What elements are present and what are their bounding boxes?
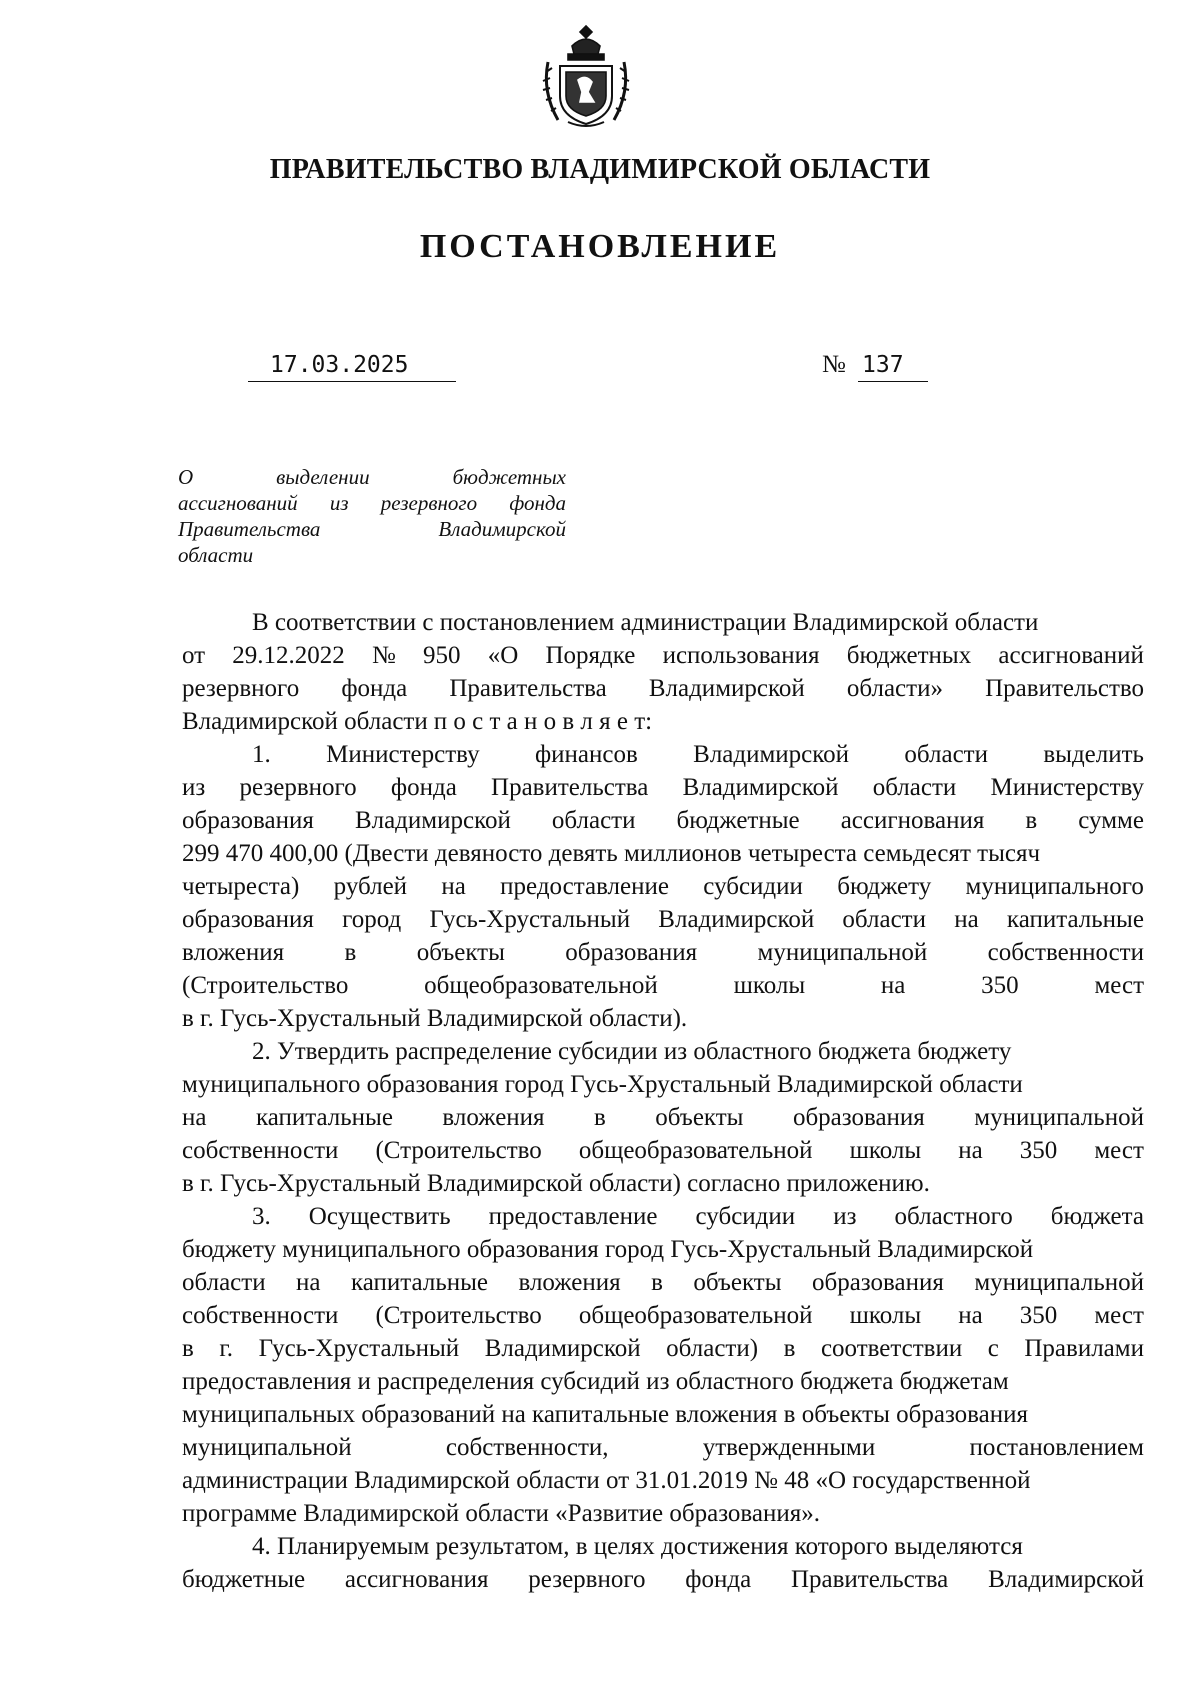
body-text: бюджетных <box>846 642 972 669</box>
body-text: вложения <box>182 939 285 966</box>
body-text: области) <box>666 1335 759 1362</box>
body-text: фонда <box>341 675 408 702</box>
body-text: мест <box>1094 1137 1144 1164</box>
body-text: бюджета <box>1050 1203 1144 1230</box>
subject-word: О <box>178 465 194 489</box>
document-number: 137 <box>858 352 928 382</box>
body-text: Владимирской <box>658 906 815 933</box>
body-line <box>182 1167 1144 1200</box>
body-text: Министерству <box>326 741 480 768</box>
body-text: 350 <box>1019 1137 1058 1164</box>
body-line <box>182 1464 1144 1497</box>
body-text: с <box>987 1335 999 1362</box>
body-text: В соответствии с постановлением администрации Владимирской области <box>252 609 1039 636</box>
body-text: Гусь-Хрустальный <box>429 906 631 933</box>
subject-line <box>178 516 566 542</box>
body-text: на <box>182 1104 207 1131</box>
body-line <box>182 1299 1144 1332</box>
body-text: муниципальной <box>974 1104 1144 1131</box>
body-text: «О <box>487 642 519 669</box>
body-text: муниципальной <box>974 1269 1144 1296</box>
body-line <box>182 837 1144 870</box>
body-line <box>182 1332 1144 1365</box>
body-text: четыреста) <box>182 873 300 900</box>
body-text: Гусь-Хрустальный <box>258 1335 460 1362</box>
body-text: образования <box>811 1269 944 1296</box>
body-text: 29.12.2022 <box>232 642 345 669</box>
body-text: общеобразовательной <box>578 1137 813 1164</box>
body-text: областного <box>894 1203 1013 1230</box>
body-text: муниципального <box>965 873 1144 900</box>
body-text: Владимирской <box>988 1566 1144 1593</box>
body-line <box>182 870 1144 903</box>
body-text: Правительства <box>449 675 607 702</box>
body-text: администрации Владимирской области от 31.01.2019 № 48 «О государственной <box>182 1467 1031 1494</box>
body-text: 350 <box>1019 1302 1058 1329</box>
body-line <box>182 936 1144 969</box>
body-text: школы <box>849 1302 922 1329</box>
body-text: 950 <box>423 642 461 669</box>
body-text: (Строительство <box>182 972 349 999</box>
number-sign: № <box>822 351 846 378</box>
body-text: утвержденными <box>702 1434 876 1461</box>
body-text: Порядке <box>545 642 636 669</box>
body-text: области» <box>846 675 943 702</box>
body-text: 4. Планируемым результатом, в целях достижения которого выделяются <box>252 1533 1023 1560</box>
body-text: г. <box>219 1335 234 1362</box>
body-text: субсидии <box>695 1203 796 1230</box>
body-line <box>182 1134 1144 1167</box>
body-text: бюджету муниципального образования город Гусь-Хрустальный Владимирской <box>182 1236 1034 1263</box>
body-line <box>182 1233 1144 1266</box>
body-text: области <box>182 1269 266 1296</box>
body-text: резервного <box>528 1566 646 1593</box>
body-text: в г. Гусь-Хрустальный Владимирской области) согласно приложению. <box>182 1170 930 1197</box>
body-text: п о с т а н о в л я е т: <box>433 708 653 735</box>
body-text: собственности <box>987 939 1144 966</box>
body-line <box>182 1398 1144 1431</box>
body-text: выделить <box>1043 741 1144 768</box>
subject-word: выделении <box>276 465 370 489</box>
body-text: 3. <box>252 1203 271 1230</box>
body-text: Министерству <box>990 774 1144 801</box>
subject-word: ассигнований <box>178 491 298 515</box>
body-text: в <box>344 939 357 966</box>
body-text: финансов <box>534 741 638 768</box>
document-body <box>182 606 1144 1596</box>
body-text: области <box>842 906 926 933</box>
body-text: собственности, <box>445 1434 609 1461</box>
subject-word: Владимирской <box>438 517 566 541</box>
body-line <box>182 1002 1144 1035</box>
body-text: резервного <box>182 675 300 702</box>
body-text: образования <box>792 1104 925 1131</box>
body-text: собственности <box>182 1302 339 1329</box>
body-text: бюджетные <box>676 807 800 834</box>
body-text: ассигнований <box>998 642 1144 669</box>
body-text: капитальные <box>255 1104 393 1131</box>
body-text: Владимирской <box>693 741 850 768</box>
body-line <box>182 1365 1144 1398</box>
body-text: Правительства <box>491 774 649 801</box>
document-type-title: ПОСТАНОВЛЕНИЕ <box>419 228 781 265</box>
body-line <box>182 1266 1144 1299</box>
body-text: на <box>954 906 979 933</box>
body-line <box>182 606 1144 639</box>
body-text: вложения <box>442 1104 545 1131</box>
organization-title: ПРАВИТЕЛЬСТВО ВЛАДИМИРСКОЙ ОБЛАСТИ <box>269 154 931 185</box>
coat-of-arms-emblem <box>538 22 634 130</box>
body-text: мест <box>1094 1302 1144 1329</box>
body-text: на <box>441 873 466 900</box>
body-text: 350 <box>981 972 1019 999</box>
subject-line <box>178 490 566 516</box>
body-text: рублей <box>333 873 408 900</box>
body-line <box>182 1200 1144 1233</box>
body-text: области <box>551 807 636 834</box>
body-text: Владимирской <box>682 774 839 801</box>
body-text: общеобразовательной <box>424 972 658 999</box>
body-line <box>182 1035 1144 1068</box>
body-text: 1. <box>252 741 271 768</box>
body-text: образования <box>182 807 314 834</box>
body-text: из <box>833 1203 857 1230</box>
body-text: объекты <box>693 1269 782 1296</box>
body-text: соответствии <box>820 1335 963 1362</box>
body-line <box>182 1530 1144 1563</box>
body-text: Владимирской области <box>182 708 428 735</box>
body-text: образования <box>182 906 314 933</box>
body-text: муниципальной <box>182 1434 352 1461</box>
body-text: школы <box>849 1137 922 1164</box>
body-text: предоставления и распределения субсидий из областного бюджета бюджетам <box>182 1368 1009 1395</box>
body-text: в <box>651 1269 663 1296</box>
body-text: город <box>342 906 402 933</box>
body-text: на <box>296 1269 321 1296</box>
body-text: в <box>1025 807 1038 834</box>
body-text: муниципальных образований на капитальные вложения в объекты образования <box>182 1401 1029 1428</box>
body-text: Правительство <box>985 675 1144 702</box>
body-line <box>182 903 1144 936</box>
body-text: ассигнования <box>344 1566 489 1593</box>
body-text: (Строительство <box>375 1302 542 1329</box>
body-text: муниципальной <box>757 939 928 966</box>
body-text: фонда <box>685 1566 752 1593</box>
document-subject <box>178 464 566 568</box>
body-line <box>182 738 1144 771</box>
body-text: предоставление <box>488 1203 658 1230</box>
body-text: 2. Утвердить распределение субсидии из областного бюджета бюджету <box>252 1038 1012 1065</box>
body-text: (Строительство <box>375 1137 542 1164</box>
body-text: сумме <box>1078 807 1144 834</box>
body-text: на <box>880 972 906 999</box>
body-line <box>182 672 1144 705</box>
body-line <box>182 639 1144 672</box>
body-text: ассигнования <box>840 807 985 834</box>
body-text: области <box>904 741 988 768</box>
subject-line <box>178 542 566 568</box>
body-text: 299 470 400,00 (Двести девяносто девять миллионов четыреста семьдесят тысяч <box>182 840 1041 867</box>
body-line <box>182 1431 1144 1464</box>
body-line <box>182 1563 1144 1596</box>
body-text: программе Владимирской области «Развитие образования». <box>182 1500 821 1527</box>
body-line <box>182 804 1144 837</box>
body-text: от <box>182 642 206 669</box>
body-text: на <box>958 1137 983 1164</box>
body-text: на <box>958 1302 983 1329</box>
document-date: 17.03.2025 <box>248 352 456 382</box>
body-text: капитальные <box>1006 906 1144 933</box>
body-text: в <box>594 1104 606 1131</box>
body-text: постановлением <box>969 1434 1144 1461</box>
body-text: Владимирской <box>648 675 805 702</box>
body-text: Владимирской <box>354 807 511 834</box>
body-text: мест <box>1094 972 1144 999</box>
body-text: использования <box>662 642 820 669</box>
subject-word: резервного <box>380 491 478 515</box>
body-text: области <box>872 774 957 801</box>
body-text: субсидии <box>703 873 803 900</box>
body-line <box>182 771 1144 804</box>
subject-word: Правительства <box>178 517 321 541</box>
body-text: бюджетные <box>182 1566 306 1593</box>
body-text: объекты <box>416 939 505 966</box>
subject-word: области <box>178 543 254 567</box>
subject-word: фонда <box>509 491 566 515</box>
body-text: объекты <box>655 1104 744 1131</box>
body-text: № <box>371 642 396 669</box>
body-text: фонда <box>390 774 457 801</box>
body-text: муниципального образования город Гусь-Хрустальный Владимирской области <box>182 1071 1023 1098</box>
body-text: капитальные <box>351 1269 488 1296</box>
body-text: в <box>182 1335 194 1362</box>
body-text: бюджету <box>837 873 932 900</box>
subject-word: из <box>329 491 349 515</box>
body-text: в г. Гусь-Хрустальный Владимирской области). <box>182 1005 688 1032</box>
body-line <box>182 1101 1144 1134</box>
body-line <box>182 1497 1144 1530</box>
body-line <box>182 705 1144 738</box>
body-text: вложения <box>518 1269 621 1296</box>
body-text: предоставление <box>500 873 669 900</box>
body-text: общеобразовательной <box>578 1302 813 1329</box>
body-text: собственности <box>182 1137 339 1164</box>
subject-line <box>178 464 566 490</box>
body-text: резервного <box>239 774 357 801</box>
body-line <box>182 969 1144 1002</box>
body-text: из <box>182 774 206 801</box>
body-line <box>182 1068 1144 1101</box>
body-text: в <box>783 1335 796 1362</box>
body-text: образования <box>565 939 698 966</box>
body-text: школы <box>733 972 806 999</box>
body-text: Правилами <box>1024 1335 1144 1362</box>
subject-word: бюджетных <box>452 465 566 489</box>
body-text: Осуществить <box>308 1203 451 1230</box>
body-text: Владимирской <box>484 1335 641 1362</box>
body-text: Правительства <box>790 1566 949 1593</box>
